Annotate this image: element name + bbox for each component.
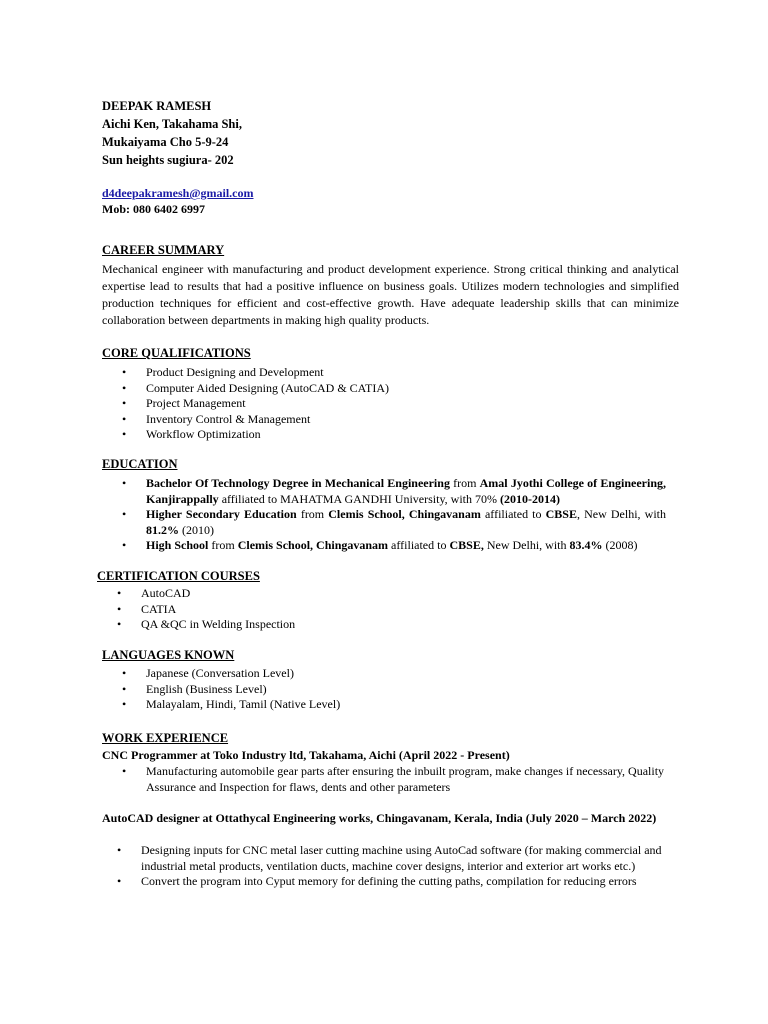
education-heading: EDUCATION: [102, 457, 178, 471]
bullet: •: [122, 411, 127, 426]
bullet: •: [122, 365, 127, 379]
list-item: • Convert the program into Cyput memory for defining the cutting paths, compilation for reducing errors: [117, 874, 637, 888]
languages-heading: LANGUAGES KNOWN: [102, 648, 235, 662]
contact-info: [102, 185, 679, 217]
bullet: •: [122, 427, 127, 441]
list-item: • Malayalam, Hindi, Tamil (Native Level): [122, 697, 341, 711]
education-list: [122, 476, 666, 554]
list-item: • Computer Aided Designing (AutoCAD & CATIA): [122, 380, 389, 395]
list-item: • Manufacturing automobile gear parts after ensuring the inbuilt program, make changes if necessary, Quality Assurance and Inspection for flaws, dents and other parameters: [122, 764, 665, 794]
bullet: •: [122, 380, 127, 395]
core-qualifications-heading: CORE QUALIFICATIONS: [102, 346, 251, 360]
address-line: Sun heights sugiura- 202: [102, 153, 234, 167]
bullet: •: [122, 538, 127, 552]
contact-header: [102, 97, 679, 169]
list-item: • Product Designing and Development: [122, 365, 324, 379]
bullet: •: [117, 586, 122, 600]
work-experience-heading: WORK EXPERIENCE: [102, 731, 229, 745]
bullet: •: [122, 697, 127, 711]
candidate-name: DEEPAK RAMESH: [102, 99, 212, 113]
list-item: • CATIA: [117, 601, 177, 616]
list-item: • Project Management: [122, 396, 246, 410]
certification-heading: CERTIFICATION COURSES: [97, 569, 260, 583]
list-item: • Workflow Optimization: [122, 427, 261, 441]
job-heading: AutoCAD designer at Ottathycal Engineering works, Chingavanam, Kerala, India (July 2020 – March 2022): [102, 811, 657, 825]
languages-list: [122, 666, 622, 713]
career-summary-text: Mechanical engineer with manufacturing and product development experience. Strong critical thinking and analytical expertise lead to results that had a positive influence on business goals. Utilizes modern technologies and simplified production techniques for efficient and cost-effective growth. Have adequate leadership skills that can minimize collaboration between departments in making high quality products.: [102, 262, 679, 327]
bullet: •: [122, 396, 127, 410]
job-heading: CNC Programmer at Toko Industry ltd, Takahama, Aichi (April 2022 - Present): [102, 748, 510, 762]
address-line: Aichi Ken, Takahama Shi,: [102, 117, 242, 131]
list-item: • Designing inputs for CNC metal laser cutting machine using AutoCad software (for making commercial and industrial metal products, ventilation ducts, machine cover designs, interior and exterior art works etc.): [117, 843, 662, 873]
bullet: •: [122, 476, 127, 490]
list-item: • Higher Secondary Education from Clemis School, Chingavanam affiliated to CBSE, New Delhi, with 81.2% (2010): [122, 507, 667, 537]
certification-list: [117, 586, 617, 633]
job-duties-list: [122, 764, 670, 795]
bullet: •: [117, 617, 122, 631]
mobile-number: Mob: 080 6402 6997: [102, 202, 205, 216]
bullet: •: [122, 666, 127, 680]
bullet: •: [117, 601, 122, 616]
email-link[interactable]: d4deepakramesh@gmail.com: [102, 186, 254, 200]
list-item: • QA &QC in Welding Inspection: [117, 617, 296, 631]
bullet: •: [117, 874, 122, 888]
list-item: • Bachelor Of Technology Degree in Mechanical Engineering from Amal Jyothi College of Engineering, Kanjirappally affiliated to MAHATMA GANDHI University, with 70% (2010-2014): [122, 476, 667, 506]
list-item: • High School from Clemis School, Chingavanam affiliated to CBSE, New Delhi, with 83.4% (2008): [122, 538, 638, 552]
career-summary-heading: CAREER SUMMARY: [102, 243, 225, 257]
job-duties-list: [117, 843, 673, 890]
core-qualifications-list: [122, 365, 622, 443]
address-line: Mukaiyama Cho 5-9-24: [102, 135, 229, 149]
bullet: •: [122, 681, 127, 696]
list-item: • Inventory Control & Management: [122, 411, 311, 426]
list-item: • AutoCAD: [117, 586, 191, 600]
bullet: •: [122, 507, 127, 521]
bullet: •: [117, 843, 122, 857]
list-item: • Japanese (Conversation Level): [122, 666, 294, 680]
bullet: •: [122, 764, 127, 778]
list-item: • English (Business Level): [122, 681, 267, 696]
